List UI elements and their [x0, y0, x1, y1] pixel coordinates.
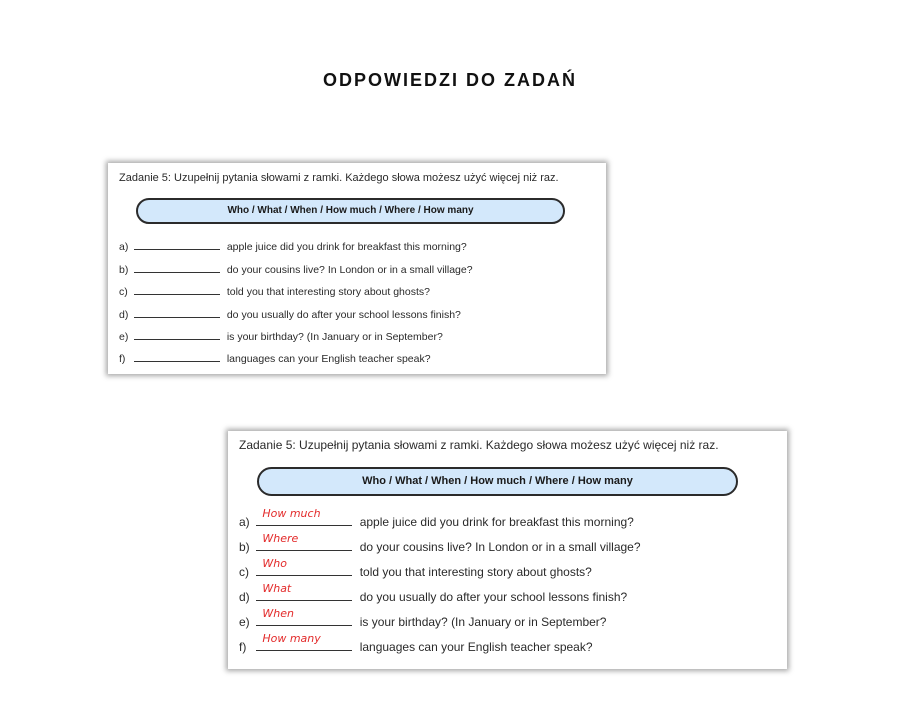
- exercise-card-blank: [108, 163, 606, 374]
- answer-blank: [134, 239, 220, 250]
- question-text: do your cousins live? In London or in a small village?: [359, 540, 641, 554]
- page-title: ODPOWIEDZI DO ZADAŃ: [323, 70, 577, 90]
- item-letter: d): [239, 590, 250, 604]
- answer-blank: [134, 351, 220, 362]
- answer-blank: [256, 557, 352, 576]
- answer-blank: [134, 329, 220, 340]
- handwritten-answer: How much: [262, 507, 321, 520]
- question-text: apple juice did you drink for breakfast this morning?: [226, 241, 467, 253]
- answer-blank: [134, 307, 220, 318]
- question-text: do your cousins live? In London or in a small village?: [226, 264, 473, 276]
- item-letter: a): [239, 515, 250, 529]
- question-text: do you usually do after your school lessons finish?: [226, 309, 461, 321]
- item-letter: c): [119, 286, 128, 298]
- answered-row-d: [239, 582, 628, 604]
- answered-row-a: [239, 507, 634, 529]
- question-row-e: [119, 329, 443, 343]
- item-letter: f): [119, 353, 126, 365]
- question-text: is your birthday? (In January or in September?: [226, 331, 443, 343]
- answer-blank: [134, 262, 220, 273]
- answer-blank: [134, 284, 220, 295]
- answered-row-c: [239, 557, 592, 579]
- exercise-card-answered: [228, 431, 787, 669]
- handwritten-answer: How many: [262, 632, 321, 645]
- answer-blank: [256, 632, 352, 651]
- answer-blank: [256, 607, 352, 626]
- question-text: told you that interesting story about ghosts?: [359, 565, 592, 579]
- question-row-f: [119, 351, 431, 365]
- answer-blank: [256, 507, 352, 526]
- item-letter: b): [239, 540, 250, 554]
- question-text: apple juice did you drink for breakfast this morning?: [359, 515, 634, 529]
- exercise-instruction: Zadanie 5: Uzupełnij pytania słowami z ramki. Każdego słowa możesz użyć więcej niż raz.: [239, 438, 719, 452]
- question-text: do you usually do after your school lessons finish?: [359, 590, 628, 604]
- question-row-b: [119, 262, 473, 276]
- word-box: Who / What / When / How much / Where / How many: [136, 198, 565, 224]
- answered-row-f: [239, 632, 593, 654]
- question-row-d: [119, 307, 461, 321]
- question-text: told you that interesting story about ghosts?: [226, 286, 430, 298]
- answer-blank: [256, 582, 352, 601]
- item-letter: a): [119, 241, 129, 253]
- question-text: is your birthday? (In January or in September?: [359, 615, 607, 629]
- handwritten-answer: Where: [262, 532, 299, 545]
- question-row-c: [119, 284, 430, 298]
- item-letter: e): [239, 615, 250, 629]
- item-letter: d): [119, 309, 129, 321]
- question-row-a: [119, 239, 467, 253]
- handwritten-answer: When: [262, 607, 294, 620]
- item-letter: b): [119, 264, 129, 276]
- answer-blank: [256, 532, 352, 551]
- item-letter: e): [119, 331, 129, 343]
- handwritten-answer: What: [262, 582, 292, 595]
- answered-row-b: [239, 532, 641, 554]
- item-letter: c): [239, 565, 249, 579]
- question-text: languages can your English teacher speak?: [226, 353, 431, 365]
- word-box: Who / What / When / How much / Where / How many: [257, 467, 738, 496]
- item-letter: f): [239, 640, 247, 654]
- handwritten-answer: Who: [262, 557, 287, 570]
- answered-row-e: [239, 607, 607, 629]
- question-text: languages can your English teacher speak?: [359, 640, 593, 654]
- exercise-instruction: Zadanie 5: Uzupełnij pytania słowami z ramki. Każdego słowa możesz użyć więcej niż raz.: [119, 172, 559, 184]
